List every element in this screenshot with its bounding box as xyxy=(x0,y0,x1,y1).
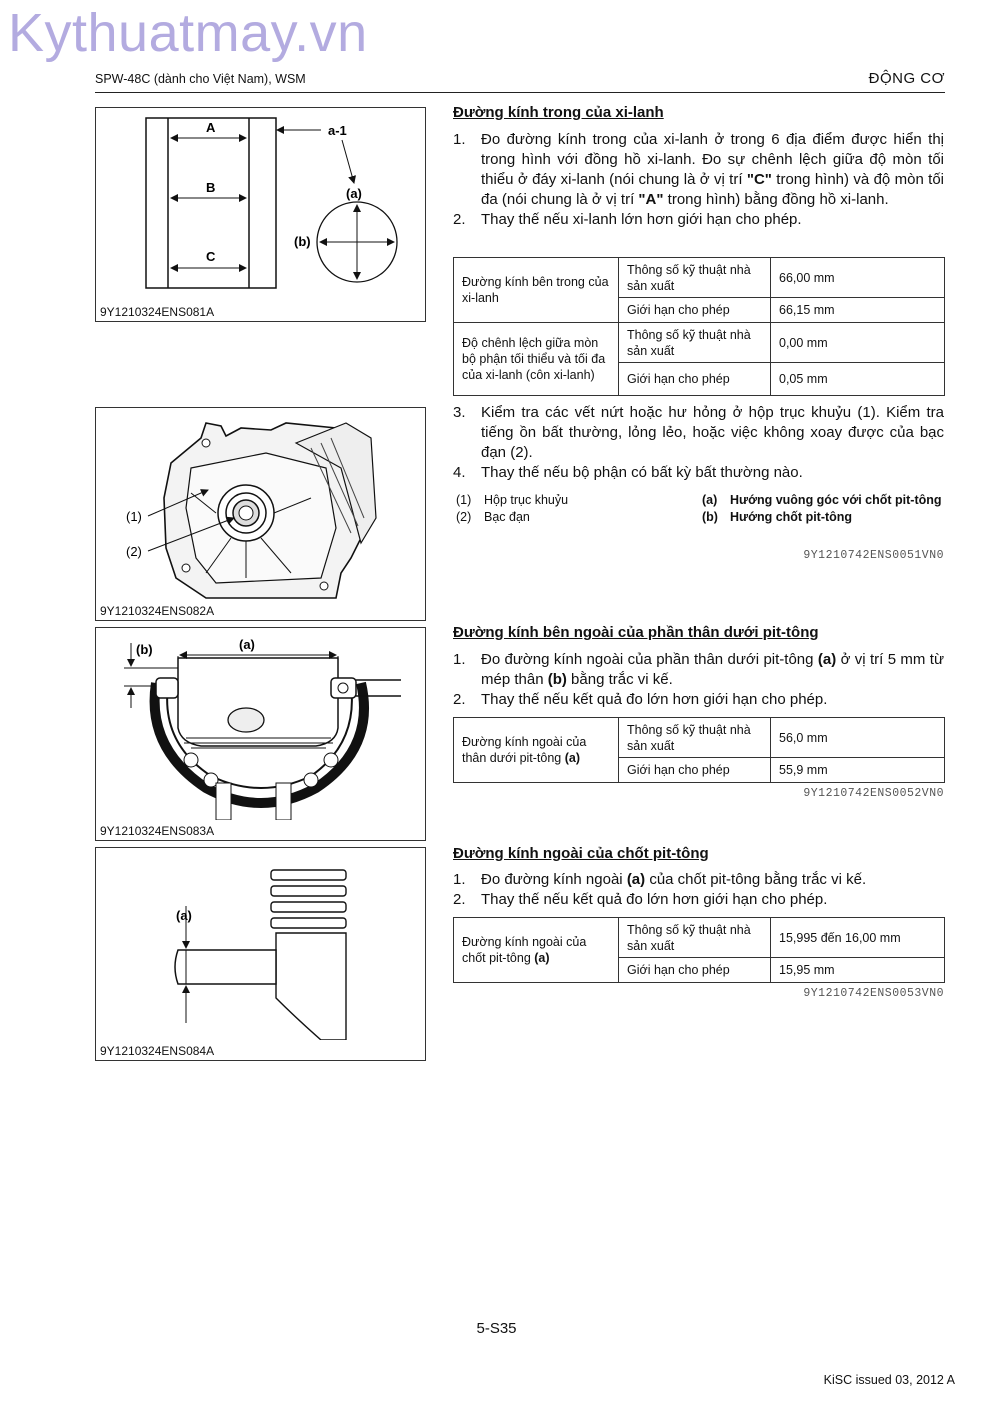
step-item: 4. Thay thế nếu bộ phận có bất kỳ bất thường nào. xyxy=(453,464,803,481)
step-item: 3. Kiểm tra các vết nứt hoặc hư hỏng ở hộp trục khuỷu (1). Kiểm tra tiếng ồn bất thường, lỏng lẻo, hoặc việc không xoay được của bạc đạn (2). xyxy=(453,404,944,461)
section-title-piston-pin: Đường kính ngoài của chốt pit-tông xyxy=(453,845,709,862)
label-a: (a) xyxy=(176,908,192,923)
section-title-cylinder-bore: Đường kính trong của xi-lanh xyxy=(453,104,664,121)
step-item: 1. Đo đường kính ngoài của phần thân dưới pit-tông (a) ở vị trí 5 mm từ mép thân (b) bằng trắc vi kế. xyxy=(453,651,944,688)
header-manual-title: SPW-48C (dành cho Việt Nam), WSM xyxy=(95,72,306,86)
label-a1: a-1 xyxy=(328,123,347,138)
reference-code: 9Y1210742ENS0051VN0 xyxy=(803,549,944,562)
step-item: 2. Thay thế nếu kết quả đo lớn hơn giới hạn cho phép. xyxy=(453,891,828,908)
piston-skirt-diagram xyxy=(96,628,425,820)
cylinder-bore-spec-table: Đường kính bên trong của xi-lanh Thông số kỹ thuật nhà sản xuất 66,00 mm Giới hạn cho phép 66,15 mm Độ chênh lệch giữa mòn bộ phận tối thiểu và tối đa của xi-lanh (côn xi-lanh) Thông số kỹ thuật nhà sản xuất 0,00 mm Giới hạn cho phép 0,05 mm xyxy=(453,257,945,396)
figure-cylinder-bore xyxy=(95,107,426,322)
spec-label: Đường kính bên trong của xi-lanh xyxy=(454,258,619,323)
figure-caption: 9Y1210324ENS081A xyxy=(100,305,215,319)
step-item: 2. Thay thế nếu kết quả đo lớn hơn giới hạn cho phép. xyxy=(453,691,828,708)
step-item: 1. Đo đường kính ngoài (a) của chốt pit-tông bằng trắc vi kế. xyxy=(453,871,867,888)
cylinder-bore-diagram xyxy=(96,108,425,303)
figure-caption: 9Y1210324ENS082A xyxy=(100,604,215,618)
label-b: (b) xyxy=(136,642,153,657)
label-a: (a) xyxy=(239,637,255,652)
header-divider xyxy=(95,92,945,93)
piston-skirt-spec-table: Đường kính ngoài của thân dưới pit-tông (a) Thông số kỹ thuật nhà sản xuất 56,0 mm Giới hạn cho phép 55,9 mm xyxy=(453,717,945,783)
cylinder-bore-steps xyxy=(453,130,944,230)
spec-label: Đường kính ngoài của thân dưới pit-tông (a) xyxy=(454,718,619,783)
figure-caption: 9Y1210324ENS083A xyxy=(100,824,215,838)
reference-code: 9Y1210742ENS0052VN0 xyxy=(803,787,944,800)
label-a: (a) xyxy=(346,186,362,201)
section-title-piston-skirt: Đường kính bên ngoài của phần thân dưới pit-tông xyxy=(453,624,819,641)
figure-crankcase xyxy=(95,407,426,621)
issue-info: KiSC issued 03, 2012 A xyxy=(823,1373,955,1387)
figure-piston-pin xyxy=(95,847,426,1061)
figure-piston-skirt xyxy=(95,627,426,841)
piston-pin-steps xyxy=(453,870,944,910)
watermark-logo: Kythuatmay.vn xyxy=(8,3,368,63)
legend-right: (a) Hướng vuông góc với chốt pit-tông (b) Hướng chốt pit-tông xyxy=(702,493,942,524)
piston-skirt-steps xyxy=(453,650,944,710)
label-A: A xyxy=(206,120,216,135)
label-C: C xyxy=(206,249,216,264)
reference-code: 9Y1210742ENS0053VN0 xyxy=(803,987,944,1000)
label-crankcase: (1) xyxy=(126,509,142,524)
label-B: B xyxy=(206,180,216,195)
piston-pin-spec-table: Đường kính ngoài của chốt pit-tông (a) Thông số kỹ thuật nhà sản xuất 15,995 đến 16,00 mm Giới hạn cho phép 15,95 mm xyxy=(453,917,945,983)
spec-label: Đường kính ngoài của chốt pit-tông (a) xyxy=(454,918,619,983)
legend-left: (1) Hộp trục khuỷu (2) Bạc đạn xyxy=(456,493,569,524)
page-number: 5-S35 xyxy=(476,1320,517,1337)
header-chapter: ĐỘNG CƠ xyxy=(868,70,945,87)
piston-pin-diagram xyxy=(96,848,425,1040)
crankcase-diagram xyxy=(96,408,425,603)
label-b: (b) xyxy=(294,234,311,249)
crankcase-steps xyxy=(453,403,944,483)
label-bearing: (2) xyxy=(126,544,142,559)
step-item: 2. Thay thế nếu xi-lanh lớn hơn giới hạn cho phép. xyxy=(453,211,802,228)
spec-label: Độ chênh lệch giữa mòn bộ phận tối thiểu và tối đa của xi-lanh (côn xi-lanh) xyxy=(454,323,619,396)
figure-caption: 9Y1210324ENS084A xyxy=(100,1044,215,1058)
step-item: 1. Đo đường kính trong của xi-lanh ở trong 6 địa điểm được hiển thị trong hình với đồng hồ xi-lanh. Đo sự chênh lệch giữa độ mòn tối thiểu ở đáy xi-lanh (nói chung là ở vị trí "C" trong hình) và độ mòn tối đa (nói chung là ở vị trí "A" trong hình) bằng đồng hồ xi-lanh. xyxy=(453,131,944,208)
